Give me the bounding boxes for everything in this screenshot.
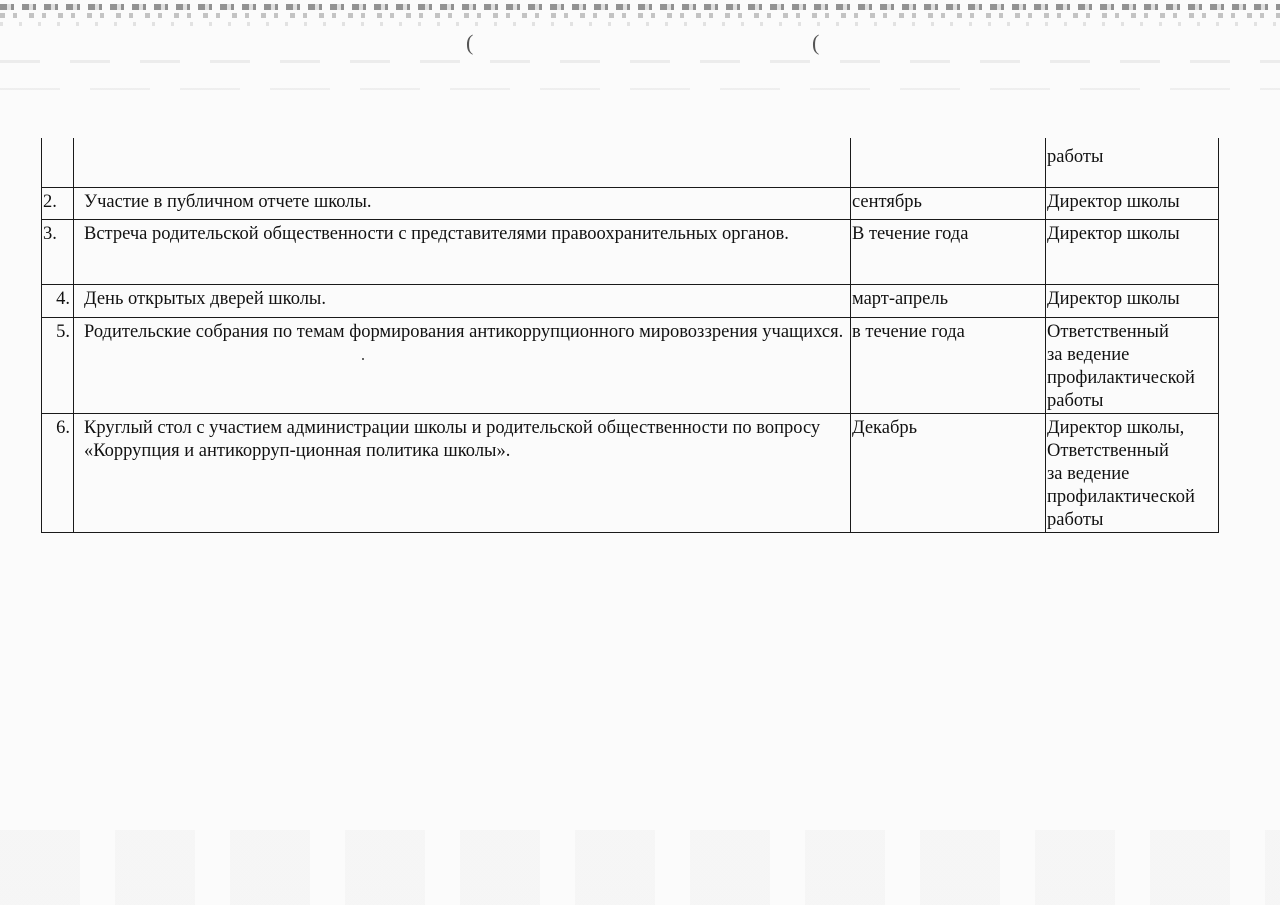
activity-plan-table <box>41 138 1219 533</box>
event-cell: День открытых дверей школы. <box>74 284 851 317</box>
event-cell: Круглый стол с участием администрации школы и родительской общественности по вопросу «Коррупция и антикорруп-ционная политика школы». <box>74 413 851 532</box>
responsible-line: работы <box>1047 390 1104 411</box>
date-cell: В течение года <box>851 219 1046 284</box>
responsible-line: за ведение <box>1047 344 1130 365</box>
event-cell <box>74 138 851 187</box>
date-cell: в течение года <box>851 317 1046 413</box>
table-row <box>42 284 1219 317</box>
row-number: 4. <box>42 284 74 317</box>
table-row <box>42 187 1219 219</box>
row-number: 2. <box>42 187 74 219</box>
responsible-line: Ответственный <box>1047 440 1169 461</box>
date-cell: март-апрель <box>851 284 1046 317</box>
responsible-cell <box>1046 138 1219 187</box>
date-cell: Декабрь <box>851 413 1046 532</box>
table-row-continuation <box>42 138 1219 187</box>
responsible-cell <box>1046 219 1219 284</box>
responsible-cell <box>1046 413 1219 532</box>
responsible-line: работы <box>1047 147 1104 167</box>
table-row <box>42 219 1219 284</box>
event-cell: Родительские собрания по темам формирования антикоррупционного мировоззрения учащихся. <box>74 317 851 413</box>
responsible-line: профилактической <box>1047 367 1195 388</box>
row-number: 3. <box>42 219 74 284</box>
responsible-line: Директор школы <box>1047 191 1180 212</box>
responsible-line: Директор школы <box>1047 288 1180 309</box>
responsible-cell <box>1046 187 1219 219</box>
scan-header-noise: ( ( <box>0 0 1280 110</box>
responsible-line: Ответственный <box>1047 321 1169 342</box>
scan-footer-noise <box>0 830 1280 905</box>
row-number: 5. <box>42 317 74 413</box>
responsible-cell <box>1046 317 1219 413</box>
responsible-line: за ведение <box>1047 463 1130 484</box>
event-cell: Встреча родительской общественности с представителями правоохранительных органов. <box>74 219 851 284</box>
date-cell: сентябрь <box>851 187 1046 219</box>
responsible-cell <box>1046 284 1219 317</box>
event-cell: Участие в публичном отчете школы. <box>74 187 851 219</box>
responsible-line: работы <box>1047 509 1104 530</box>
scan-speck <box>362 358 364 360</box>
table-row <box>42 317 1219 413</box>
responsible-line: профилактической <box>1047 486 1195 507</box>
responsible-line: Директор школы, <box>1047 417 1185 438</box>
date-cell <box>851 138 1046 187</box>
responsible-line: Директор школы <box>1047 223 1180 244</box>
table-row <box>42 413 1219 532</box>
row-number: 6. <box>42 413 74 532</box>
row-number <box>42 138 74 187</box>
